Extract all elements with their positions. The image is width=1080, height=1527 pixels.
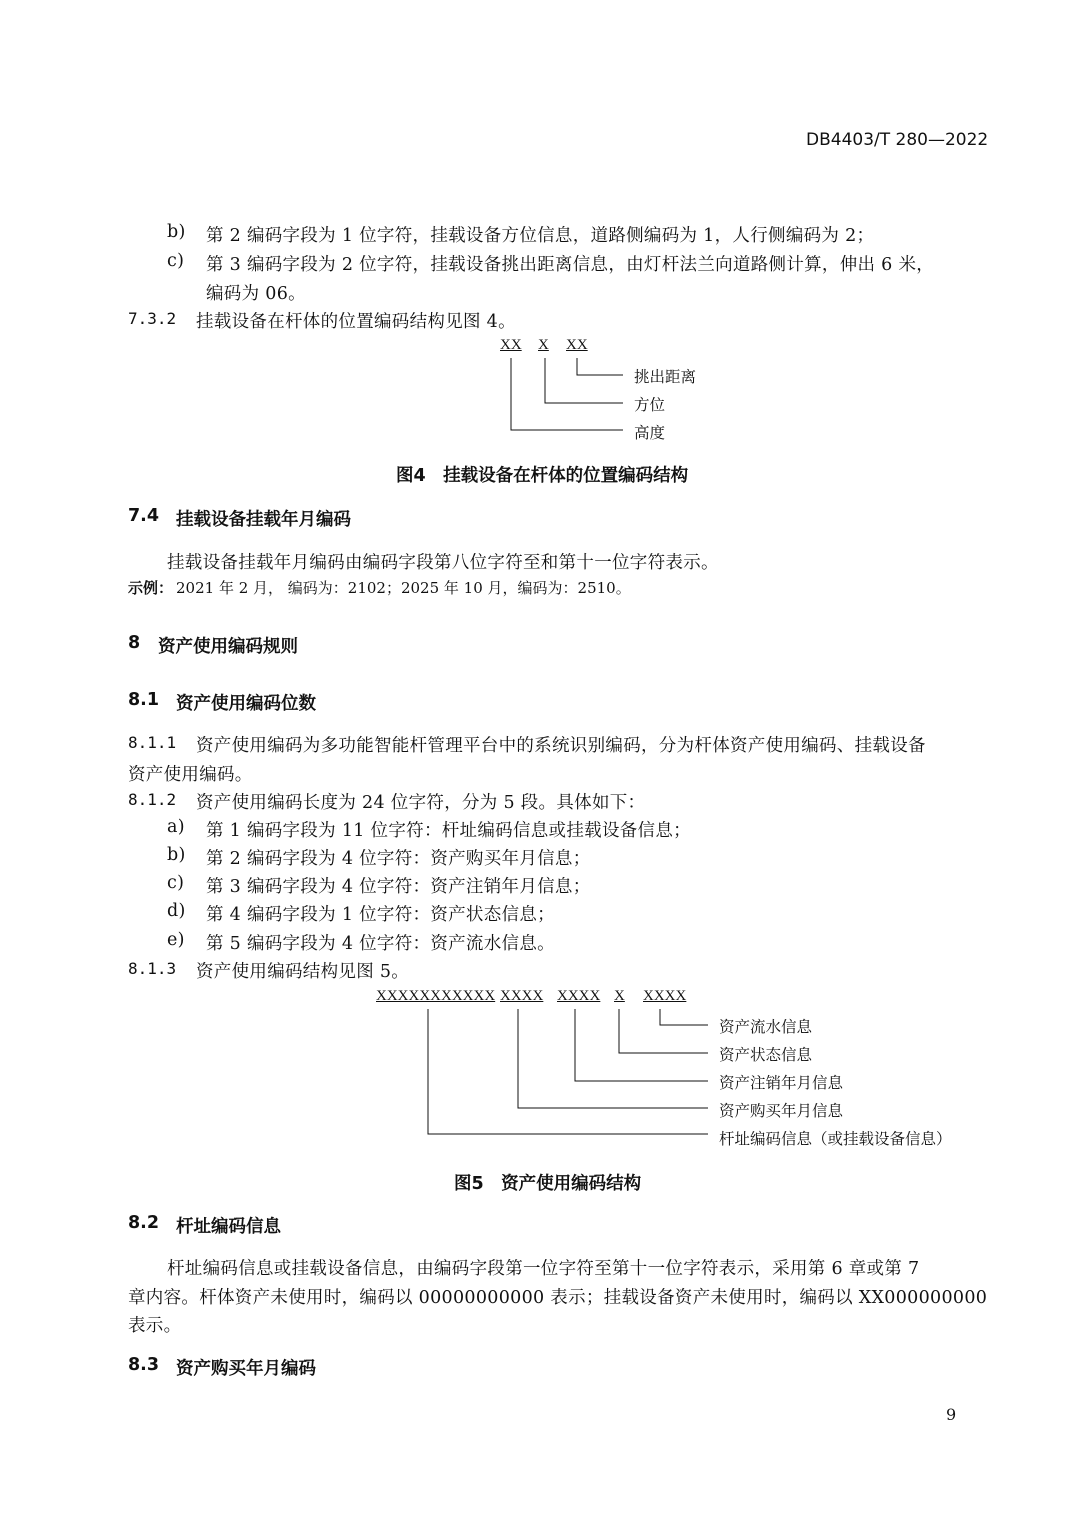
list-marker: d) [167,901,186,921]
clause-text: 挂载设备在杆体的位置编码结构见图 4。 [196,312,516,332]
code-segment: XX [566,337,588,353]
code-segment: XXXX [643,988,687,1004]
figure-label: 资产购买年月信息 [719,1102,844,1120]
list-marker: c) [167,873,185,893]
connector-line [619,1009,708,1053]
section-number: 7.4 [128,506,160,526]
code-segment: XXXX [557,988,601,1004]
list-item-text: 编码为 06。 [206,284,306,304]
list-item-text: 第 2 编码字段为 4 位字符：资产购买年月信息； [206,849,591,869]
list-marker: b) [167,845,186,865]
figure-label: 高度 [634,424,666,442]
clause-text: 资产使用编码。 [128,765,253,785]
code-segment: XX [500,337,522,353]
document-number: DB4403/T 280—2022 [806,130,989,150]
connector-line [518,1009,708,1108]
code-segment: X [614,988,625,1004]
figure-caption: 图5 资产使用编码结构 [454,1174,642,1194]
list-item-text: 第 3 编码字段为 4 位字符：资产注销年月信息； [206,877,591,897]
clause-number: 7.3.2 [128,309,177,328]
connector-line [428,1009,708,1134]
figure-label: 资产流水信息 [719,1018,813,1036]
list-item-text: 第 5 编码字段为 4 位字符：资产流水信息。 [206,934,555,954]
list-item-text: 第 2 编码字段为 1 位字符，挂载设备方位信息，道路侧编码为 1，人行侧编码为 2； [206,226,875,246]
connector-line [660,1009,708,1025]
chapter-number: 8 [128,633,141,653]
clause-text: 资产使用编码为多功能智能杆管理平台中的系统识别编码，分为杆体资产使用编码、挂载设备 [196,736,926,756]
clause-number: 8.1.3 [128,959,177,978]
code-segment: XXXX [500,988,544,1004]
section-title: 资产购买年月编码 [176,1359,316,1379]
paragraph: 章内容。杆体资产未使用时，编码以 00000000000 表示；挂载设备资产未使用时，编码以 XX000000000 [128,1288,988,1308]
figure-label: 杆址编码信息（或挂载设备信息） [719,1130,952,1148]
code-segment: XXXXXXXXXXX [376,988,496,1004]
paragraph: 表示。 [128,1316,182,1336]
section-title: 资产使用编码位数 [176,694,316,714]
figure-label: 挑出距离 [634,368,697,386]
connector-line [575,1009,708,1081]
figure-label: 资产注销年月信息 [719,1074,844,1092]
list-marker: b) [167,222,186,242]
section-title: 挂载设备挂载年月编码 [176,510,351,530]
chapter-title: 资产使用编码规则 [158,637,298,657]
page-number: 9 [946,1405,957,1424]
example-label: 示例： [128,579,174,597]
clause-text: 资产使用编码结构见图 5。 [196,962,410,982]
list-item-text: 第 3 编码字段为 2 位字符，挂载设备挑出距离信息，由灯杆法兰向道路侧计算，伸出 6 米， [206,255,935,275]
figure-label: 方位 [634,396,666,414]
paragraph: 挂载设备挂载年月编码由编码字段第八位字符至和第十一位字符表示。 [167,553,719,573]
list-item-text: 第 4 编码字段为 1 位字符：资产状态信息； [206,905,555,925]
section-number: 8.2 [128,1213,160,1233]
list-marker: c) [167,251,185,271]
list-marker: a) [167,817,185,837]
code-segment: X [538,337,549,353]
section-title: 杆址编码信息 [176,1217,281,1237]
paragraph: 杆址编码信息或挂载设备信息，由编码字段第一位字符至第十一位字符表示，采用第 6 章或第 7 [167,1259,920,1279]
figure-label: 资产状态信息 [719,1046,813,1064]
list-item-text: 第 1 编码字段为 11 位字符：杆址编码信息或挂载设备信息； [206,821,691,841]
list-marker: e) [167,930,185,950]
section-number: 8.1 [128,690,160,710]
section-number: 8.3 [128,1355,160,1375]
clause-number: 8.1.2 [128,790,177,809]
figure-caption: 图4 挂载设备在杆体的位置编码结构 [396,466,689,486]
example-text: 2021 年 2 月， 编码为：2102；2025 年 10 月，编码为：2510。 [176,579,631,597]
clause-number: 8.1.1 [128,733,177,752]
clause-text: 资产使用编码长度为 24 位字符，分为 5 段。具体如下： [196,793,646,813]
